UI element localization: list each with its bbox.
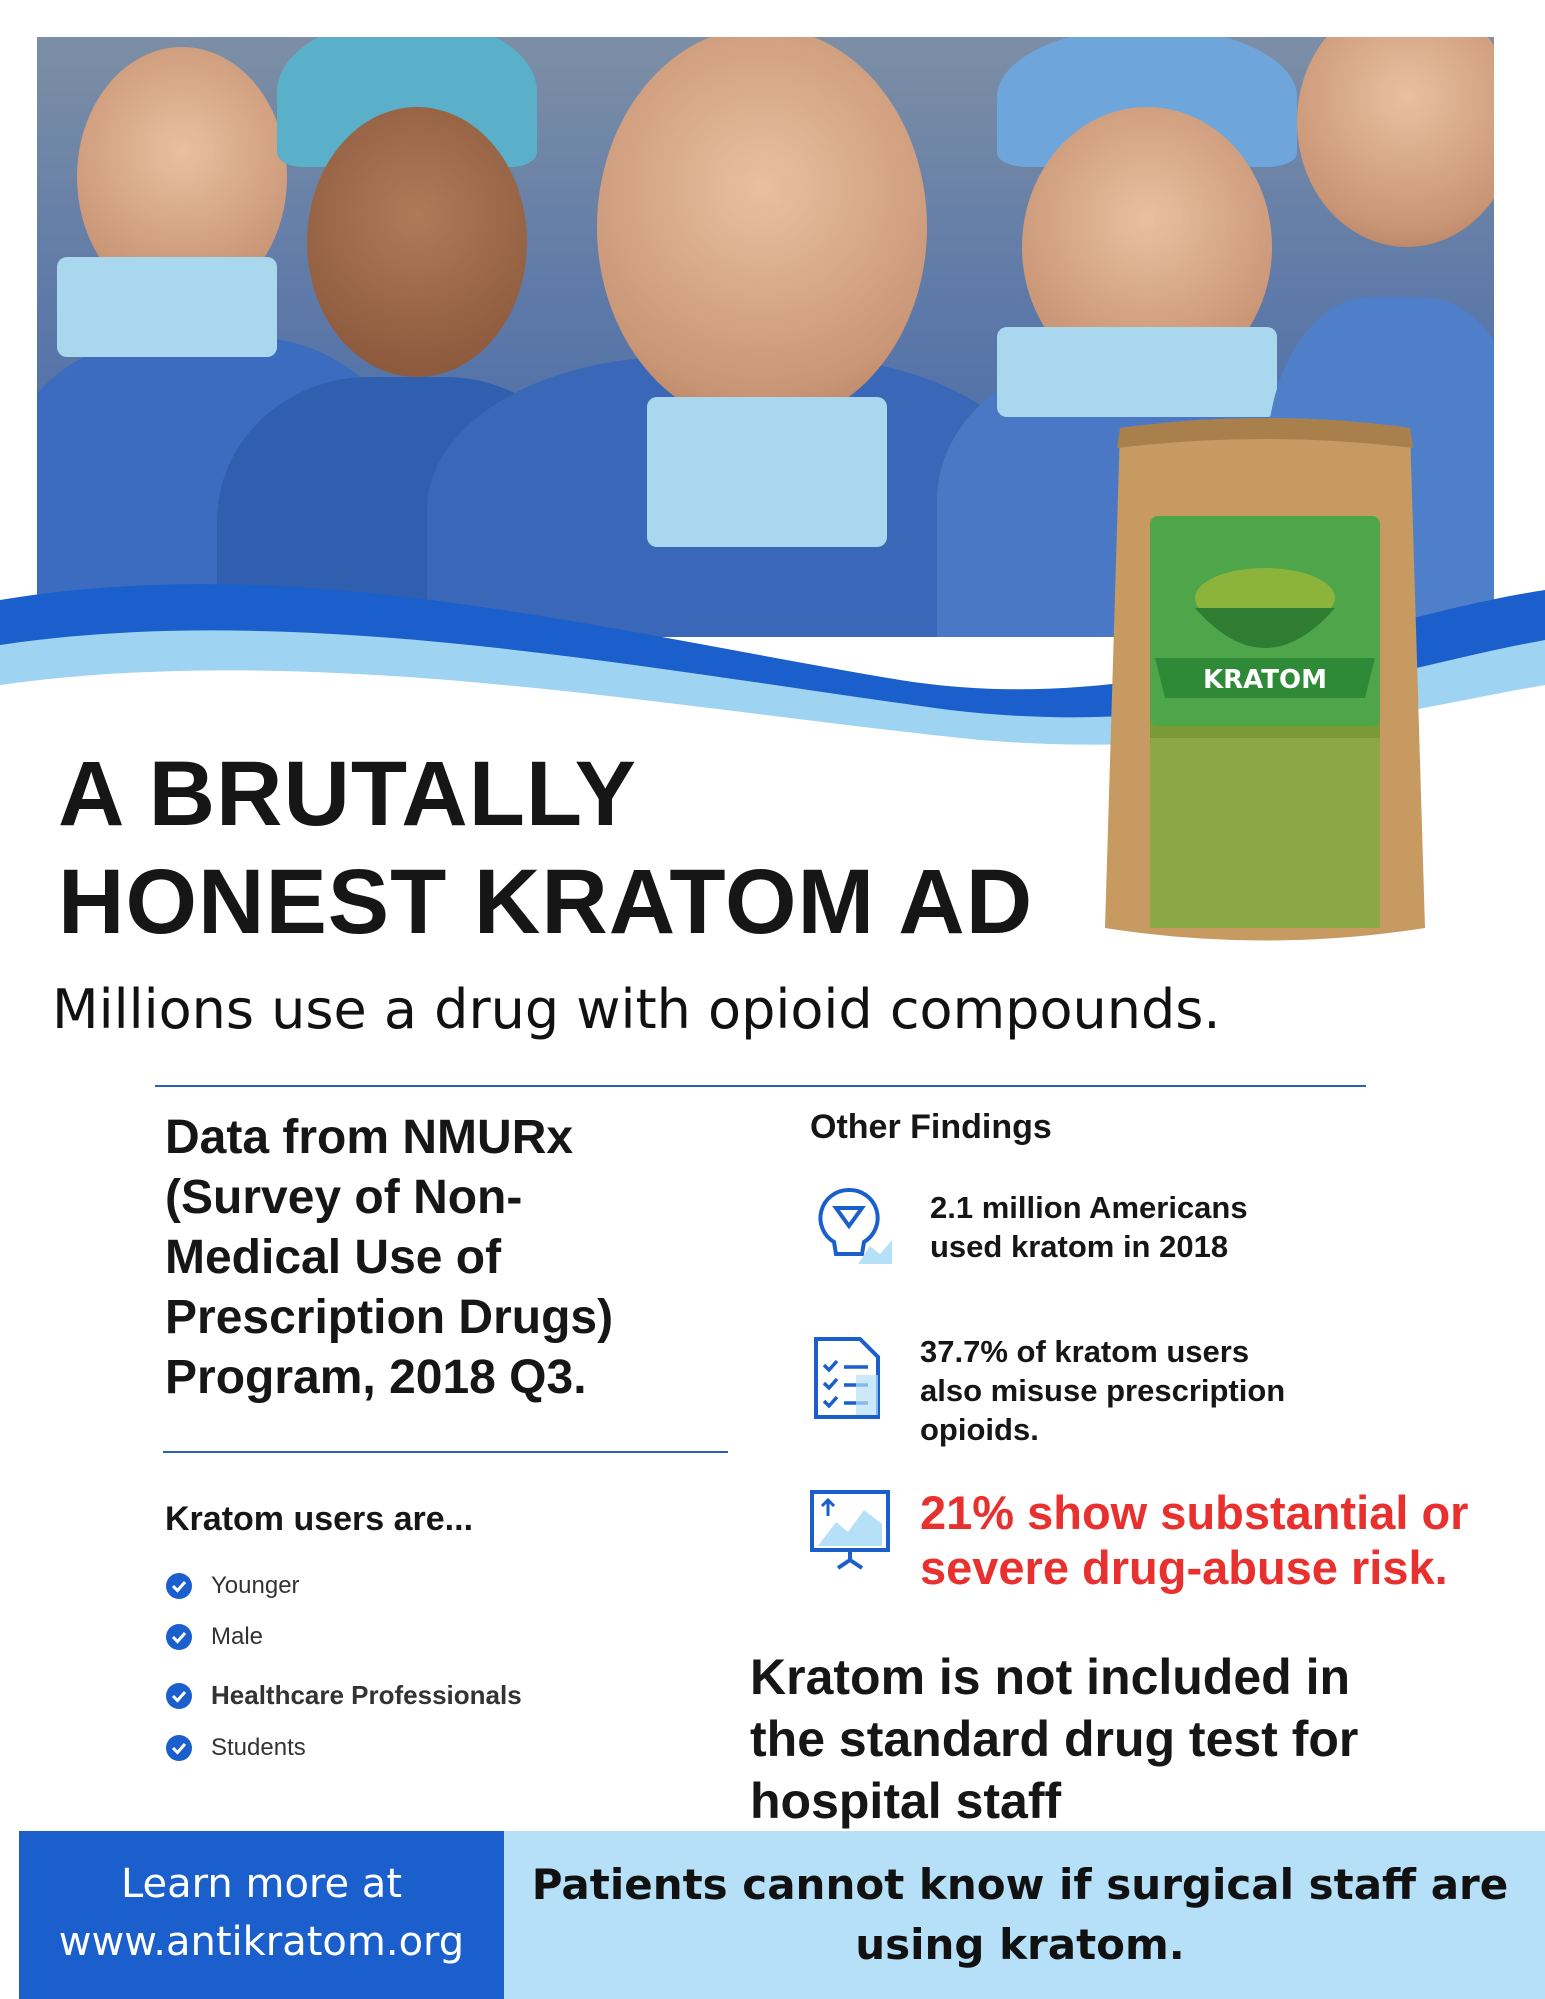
check-circle-icon: [165, 1572, 193, 1600]
users-heading: Kratom users are...: [165, 1500, 474, 1538]
finding-warning-text: 21% show substantial or severe drug-abuse risk.: [920, 1486, 1469, 1594]
presentation-chart-icon: [808, 1488, 892, 1572]
finding-text: 37.7% of kratom users also misuse prescription opioids.: [920, 1334, 1286, 1447]
divider: [163, 1451, 728, 1453]
lightbulb-chart-icon: [808, 1184, 892, 1268]
pouch-label: KRATOM: [1203, 665, 1327, 695]
list-item: [165, 1572, 300, 1600]
findings-heading: Other Findings: [810, 1108, 1052, 1146]
learn-more-link[interactable]: Learn more at www.antikratom.org: [58, 1861, 465, 1965]
patients-statement: Patients cannot know if surgical staff are using kratom.: [531, 1860, 1509, 1969]
divider: [155, 1085, 1366, 1087]
list-item: [165, 1734, 306, 1762]
list-item: [165, 1680, 522, 1711]
not-included-statement: Kratom is not included in the standard drug test for hospital staff: [750, 1649, 1359, 1829]
check-circle-icon: [165, 1623, 193, 1651]
page-title: [58, 740, 1108, 956]
checklist-icon: [812, 1335, 882, 1421]
subtitle: Millions use a drug with opioid compounds.: [52, 978, 1221, 1041]
data-source-text: Data from NMURx (Survey of Non- Medical Use of Prescription Drugs) Program, 2018 Q3.: [165, 1111, 614, 1404]
list-item: [165, 1623, 263, 1651]
title-line-2: HONEST KRATOM AD: [58, 851, 1034, 953]
kratom-pouch-image: [1095, 408, 1435, 948]
list-item-label: Younger: [211, 1572, 300, 1599]
list-item-label: Male: [211, 1623, 264, 1650]
list-item-label: Students: [211, 1734, 306, 1761]
title-line-1: A BRUTALLY: [58, 743, 638, 845]
finding-text: 2.1 million Americans used kratom in 2018: [930, 1190, 1248, 1264]
check-circle-icon: [165, 1734, 193, 1762]
list-item-label: Healthcare Professionals: [211, 1680, 522, 1710]
check-circle-icon: [165, 1682, 193, 1710]
